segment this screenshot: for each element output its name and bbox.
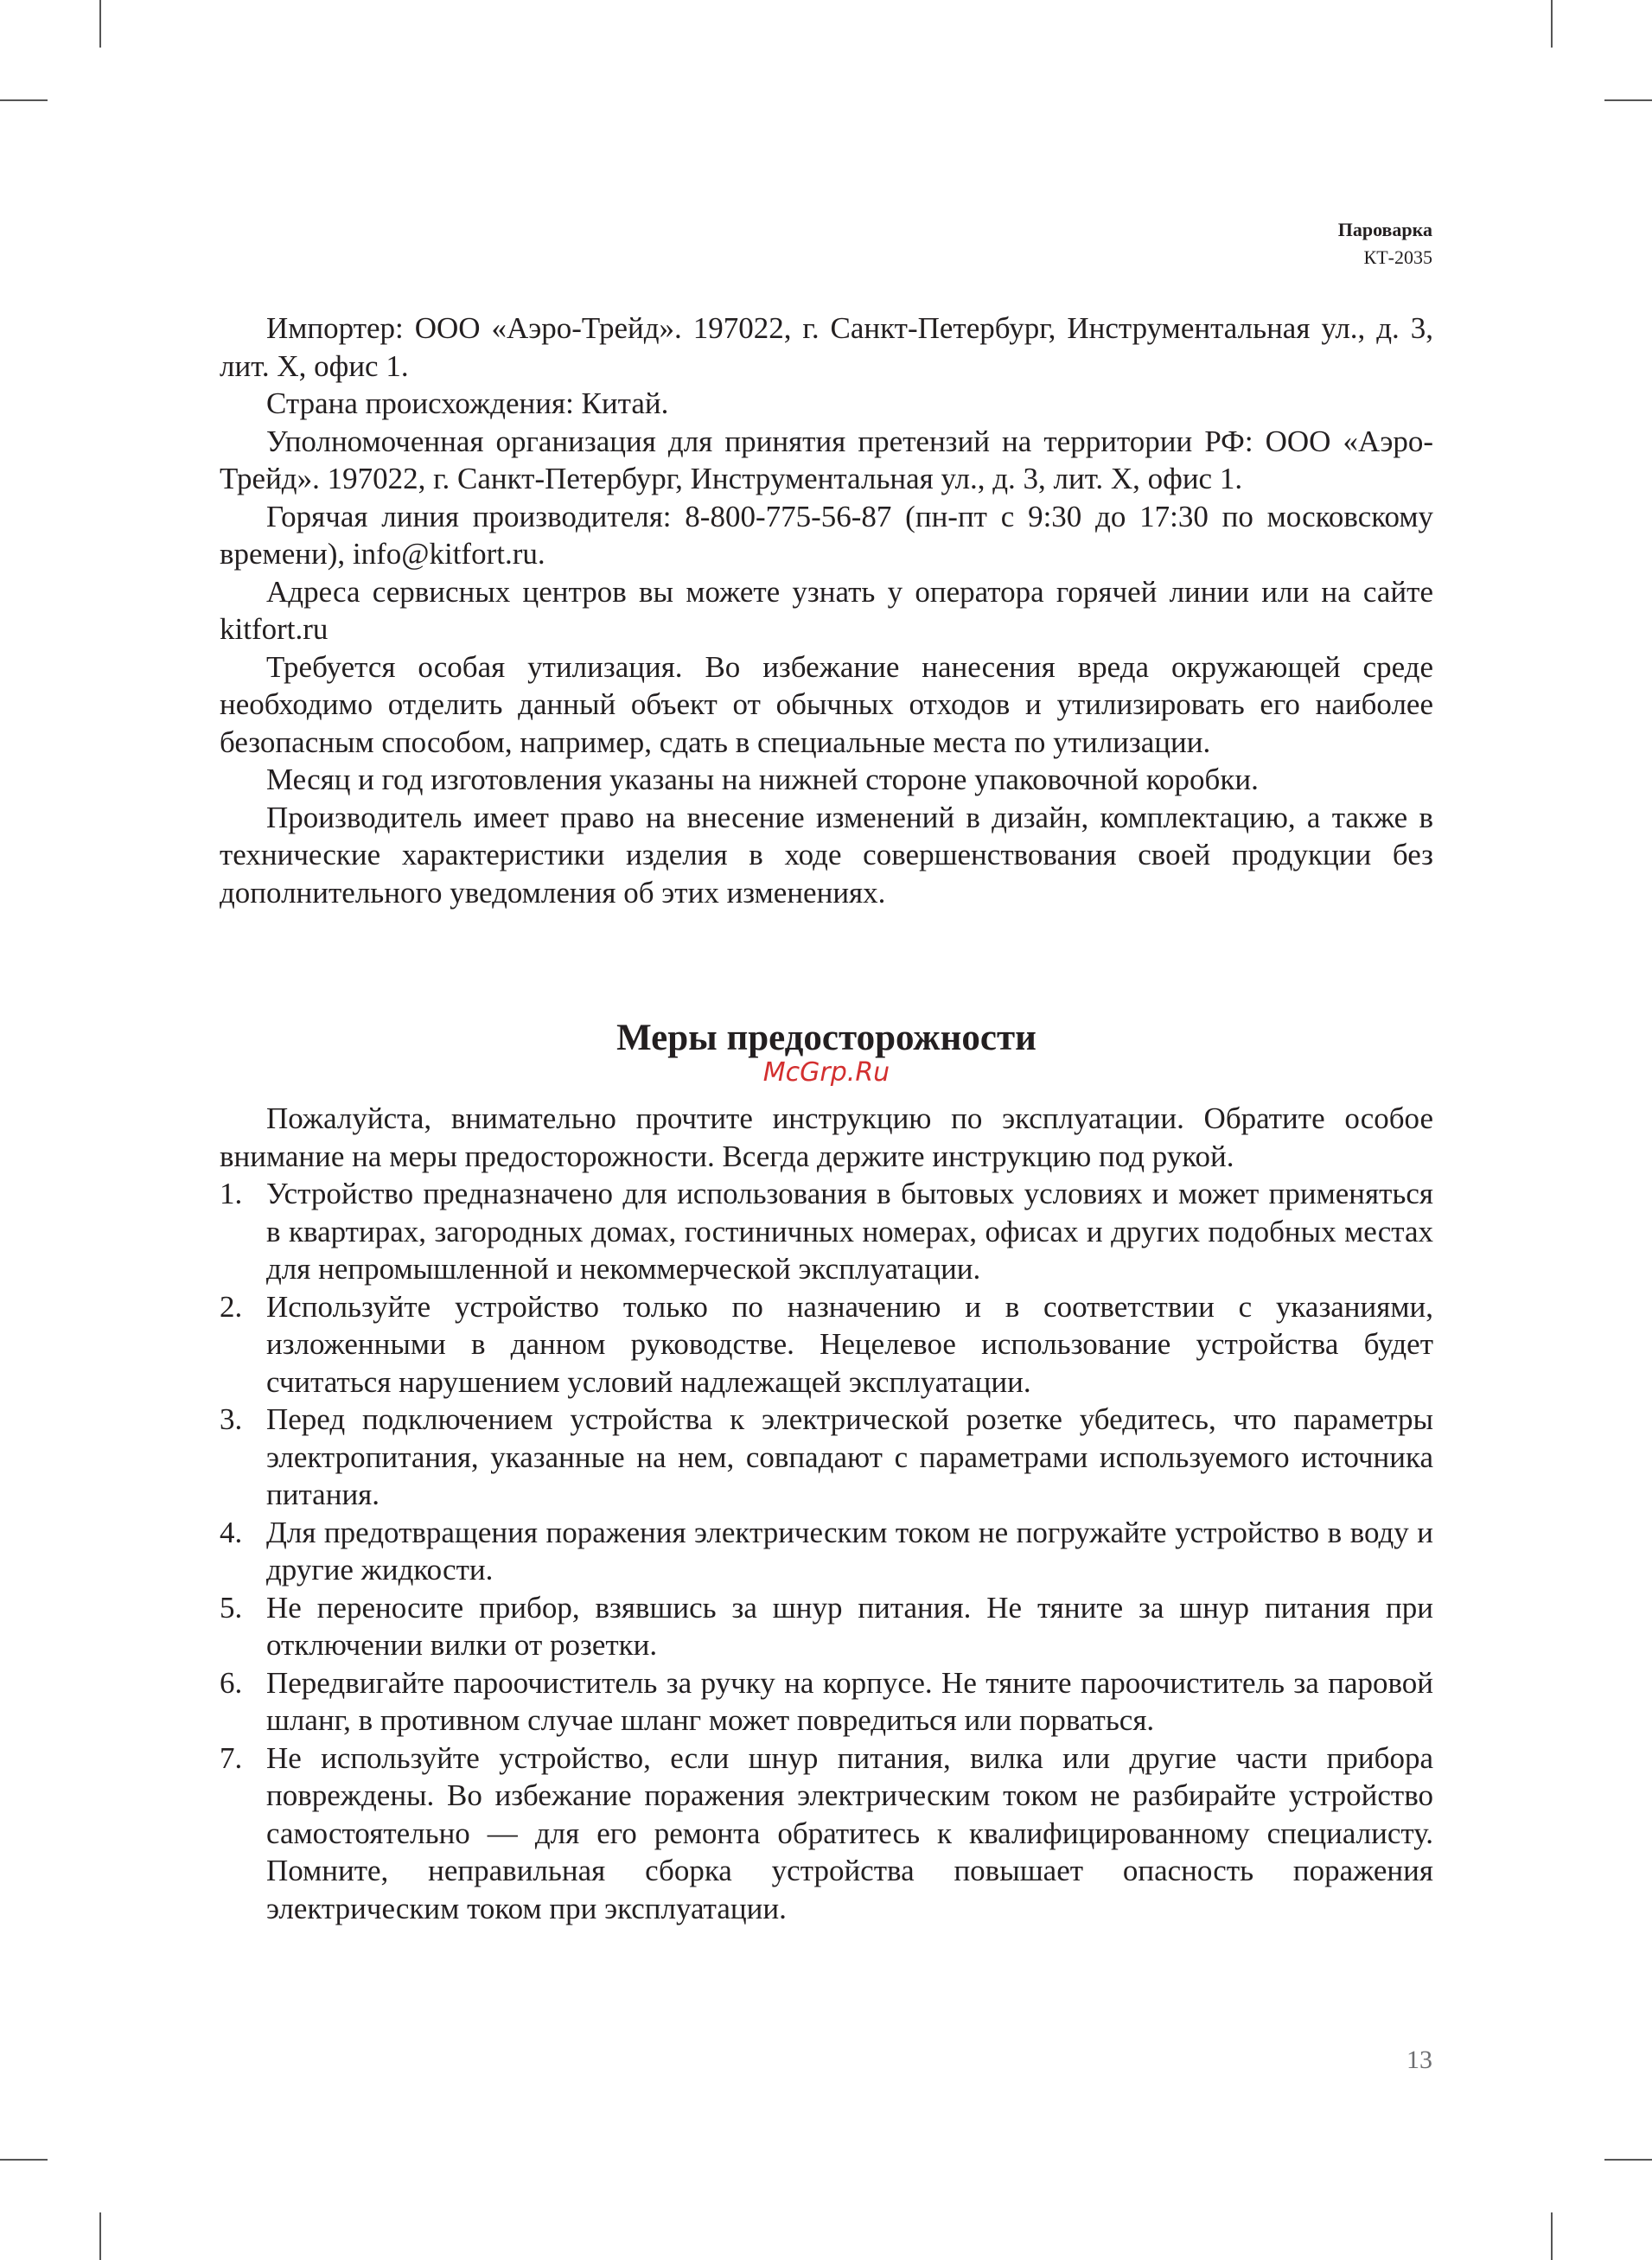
list-item-number: 5. [220, 1590, 243, 1625]
list-item [220, 1175, 1433, 1288]
crop-mark-bottom-right-vertical [1551, 2212, 1553, 2260]
crop-mark-top-left-horizontal [0, 99, 48, 101]
list-item-text: Используйте устройство только по назначению и в соответствии с указаниями, изложенными в данном руководстве. Нецелевое использование устройства будет считаться нарушением условий надлежащей эксплуатации. [266, 1289, 1433, 1399]
list-item-text: Не переносите прибор, взявшись за шнур питания. Не тяните за шнур питания при отключении вилки от розетки. [266, 1590, 1433, 1662]
list-item-text: Устройство предназначено для использования в бытовых условиях и может применяться в квартирах, загородных домах, гостиничных номерах, офисах и других подобных местах для непромышленной и некоммерческой эксплуатации. [266, 1177, 1433, 1286]
section-title: Меры предосторожности [616, 1018, 1036, 1058]
manufacturer-rights-paragraph: Производитель имеет право на внесение изменений в дизайн, комплектацию, а также в технические характеристики изделия в ходе совершенствования своей продукции без дополнительного уведомления об этих изменениях. [220, 800, 1433, 910]
list-item [220, 1740, 1433, 1928]
list-item [220, 1664, 1433, 1740]
list-item-number: 7. [220, 1740, 243, 1775]
list-item-number: 4. [220, 1515, 243, 1549]
precautions-list [220, 1175, 1433, 1927]
list-item [220, 1401, 1433, 1514]
running-header [1338, 216, 1432, 271]
service-centers-paragraph: Адреса сервисных центров вы можете узнать у оператора горячей линии или на сайте kitfort.ru [220, 574, 1433, 646]
list-item-number: 2. [220, 1289, 243, 1324]
crop-mark-top-right-horizontal [1604, 99, 1652, 101]
list-item-text: Не используйте устройство, если шнур питания, вилка или другие части прибора повреждены. Во избежание поражения электрическим током не разбирайте устройство самостоятельно — для его ремонта обратитесь к квалифицированному специалисту. Помните, неправильная сборка устройства повышает опасность поражения электрическим током при эксплуатации. [266, 1740, 1433, 1925]
crop-mark-bottom-left-horizontal [0, 2159, 48, 2161]
list-item [220, 1514, 1433, 1589]
header-product-name: Пароварка [1337, 219, 1432, 240]
crop-mark-top-right-vertical [1551, 0, 1553, 48]
watermark-text: McGrp.Ru [762, 1057, 890, 1088]
list-item-text: Передвигайте пароочиститель за ручку на корпусе. Не тяните пароочиститель за паровой шланг, в противном случае шланг может повредиться или порваться. [266, 1665, 1433, 1737]
list-item-number: 1. [220, 1177, 243, 1210]
page-number: 13 [1406, 2046, 1432, 2074]
page-body [220, 310, 1433, 1927]
header-model-number: КТ-2035 [1363, 246, 1432, 268]
disposal-paragraph: Требуется особая утилизация. Во избежание нанесения вреда окружающей среде необходимо отделить данный объект от обычных отходов и утилизировать его наиболее безопасным способом, например, сдать в специальные места по утилизации. [220, 649, 1433, 759]
manufacture-date-paragraph: Месяц и год изготовления указаны на нижней стороне упаковочной коробки. [266, 763, 1259, 796]
list-item [220, 1589, 1433, 1664]
hotline-paragraph: Горячая линия производителя: 8-800-775-56-87 (пн-пт с 9:30 до 17:30 по московскому времени), info@kitfort.ru. [220, 499, 1433, 571]
list-item [220, 1288, 1433, 1401]
list-item-number: 6. [220, 1665, 243, 1700]
importer-paragraph: Импортер: ООО «Аэро-Трейд». 197022, г. Санкт-Петербург, Инструментальная ул., д. 3, лит. Х, офис 1. [220, 311, 1433, 383]
section-intro: Пожалуйста, внимательно прочтите инструкцию по эксплуатации. Обратите особое внимание на меры предосторожности. Всегда держите инструкцию под рукой. [220, 1101, 1433, 1173]
crop-mark-bottom-left-vertical [99, 2212, 101, 2260]
crop-mark-top-left-vertical [99, 0, 101, 48]
list-item-number: 3. [220, 1402, 243, 1436]
list-item-text: Для предотвращения поражения электрическим током не погружайте устройство в воду и другие жидкости. [266, 1515, 1433, 1586]
country-of-origin-paragraph: Страна происхождения: Китай. [266, 386, 669, 420]
authorized-organization-paragraph: Уполномоченная организация для принятия претензий на территории РФ: ООО «Аэро-Трейд». 197022, г. Санкт-Петербург, Инструментальная ул., д. 3, лит. Х, офис 1. [220, 424, 1433, 495]
crop-mark-bottom-right-horizontal [1604, 2159, 1652, 2161]
list-item-text: Перед подключением устройства к электрической розетке убедитесь, что параметры электропитания, указанные на нем, совпадают с параметрами используемого источника питания. [266, 1402, 1433, 1511]
